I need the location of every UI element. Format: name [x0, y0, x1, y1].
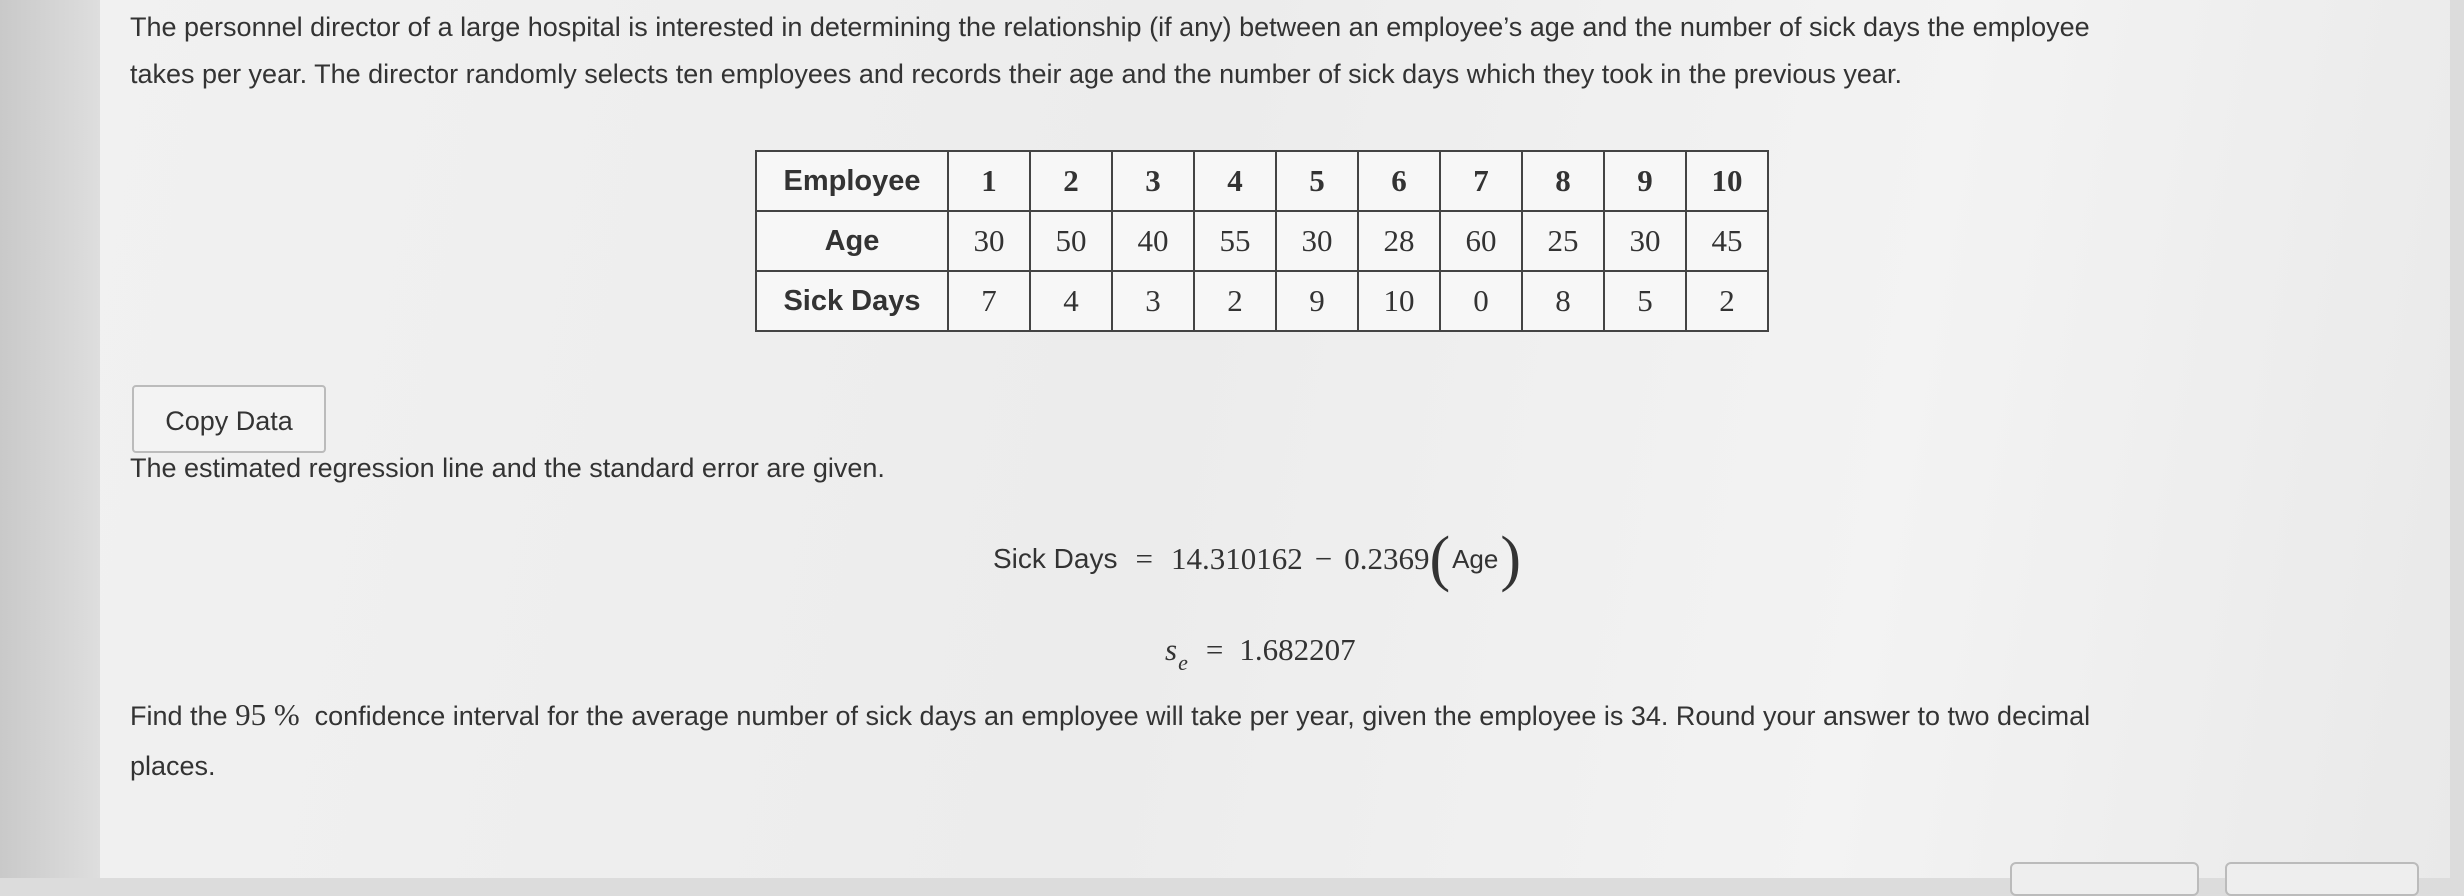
equation-intercept: 14.310162: [1170, 541, 1303, 576]
left-page-edge: [0, 0, 100, 878]
regression-equation: [993, 525, 1522, 593]
regression-intro: The estimated regression line and the standard error are given.: [130, 453, 885, 483]
row-header-age: Age: [756, 211, 948, 271]
row-header-employee: Employee: [756, 151, 948, 211]
question-after-pct: confidence interval for the average number of sick days an employee will take per year, given the employee is 34. Round your answer to two decimal: [299, 701, 2091, 731]
age-cell: 40: [1112, 211, 1194, 271]
employee-cell: 2: [1030, 151, 1112, 211]
age-cell: 25: [1522, 211, 1604, 271]
equation-equals: =: [1135, 541, 1153, 576]
table-row-employee: [756, 151, 1768, 211]
employee-cell: 3: [1112, 151, 1194, 211]
sick-days-cell: 8: [1522, 271, 1604, 331]
age-cell: 55: [1194, 211, 1276, 271]
sick-days-cell: 3: [1112, 271, 1194, 331]
sick-days-cell: 0: [1440, 271, 1522, 331]
employee-cell: 5: [1276, 151, 1358, 211]
employee-cell: 1: [948, 151, 1030, 211]
question-line-2: places.: [130, 751, 216, 781]
se-symbol: s: [1165, 632, 1178, 667]
intro-line-2: takes per year. The director randomly selects ten employees and records their age and the number of sick days which they took in the previous year.: [130, 59, 1902, 89]
age-cell: 30: [1604, 211, 1686, 271]
age-cell: 50: [1030, 211, 1112, 271]
copy-data-button[interactable]: Copy Data: [132, 385, 326, 453]
intro-line-1: The personnel director of a large hospital is interested in determining the relationship (if any) between an employee’s age and the number of sick days the employee: [130, 12, 2090, 42]
employee-cell: 6: [1358, 151, 1440, 211]
row-header-sick-days: Sick Days: [756, 271, 948, 331]
age-cell: 30: [1276, 211, 1358, 271]
equation-open-paren: (: [1429, 525, 1451, 593]
data-table: [755, 150, 1769, 332]
sick-days-cell: 4: [1030, 271, 1112, 331]
problem-intro: [130, 4, 2330, 98]
sick-days-cell: 9: [1276, 271, 1358, 331]
employee-cell: 8: [1522, 151, 1604, 211]
question-before-pct: Find the: [130, 701, 236, 731]
answer-button-partial[interactable]: [2010, 862, 2199, 896]
equation-close-paren: ): [1500, 525, 1522, 593]
sick-days-cell: 7: [948, 271, 1030, 331]
employee-cell: 4: [1194, 151, 1276, 211]
age-cell: 45: [1686, 211, 1768, 271]
se-value: 1.682207: [1239, 632, 1356, 667]
se-equals: =: [1205, 632, 1224, 667]
age-cell: 60: [1440, 211, 1522, 271]
equation-slope: 0.2369: [1344, 541, 1430, 576]
equation-variable: Age: [1452, 543, 1499, 574]
equation-minus: −: [1314, 541, 1333, 576]
question-pct-value: 95: [235, 697, 267, 732]
standard-error: [1165, 632, 1356, 675]
question-pct-sign: %: [266, 697, 300, 732]
age-cell: 28: [1358, 211, 1440, 271]
se-subscript: e: [1178, 650, 1188, 675]
equation-lhs: Sick Days: [993, 543, 1118, 574]
table-row-sick-days: [756, 271, 1768, 331]
sick-days-cell: 5: [1604, 271, 1686, 331]
employee-cell: 9: [1604, 151, 1686, 211]
table-row-age: [756, 211, 1768, 271]
sick-days-cell: 10: [1358, 271, 1440, 331]
employee-cell: 10: [1686, 151, 1768, 211]
sick-days-cell: 2: [1194, 271, 1276, 331]
question-text: [130, 690, 2330, 791]
question-line-1: [130, 690, 2330, 741]
next-button-partial[interactable]: [2225, 862, 2419, 896]
age-cell: 30: [948, 211, 1030, 271]
employee-cell: 7: [1440, 151, 1522, 211]
sick-days-cell: 2: [1686, 271, 1768, 331]
